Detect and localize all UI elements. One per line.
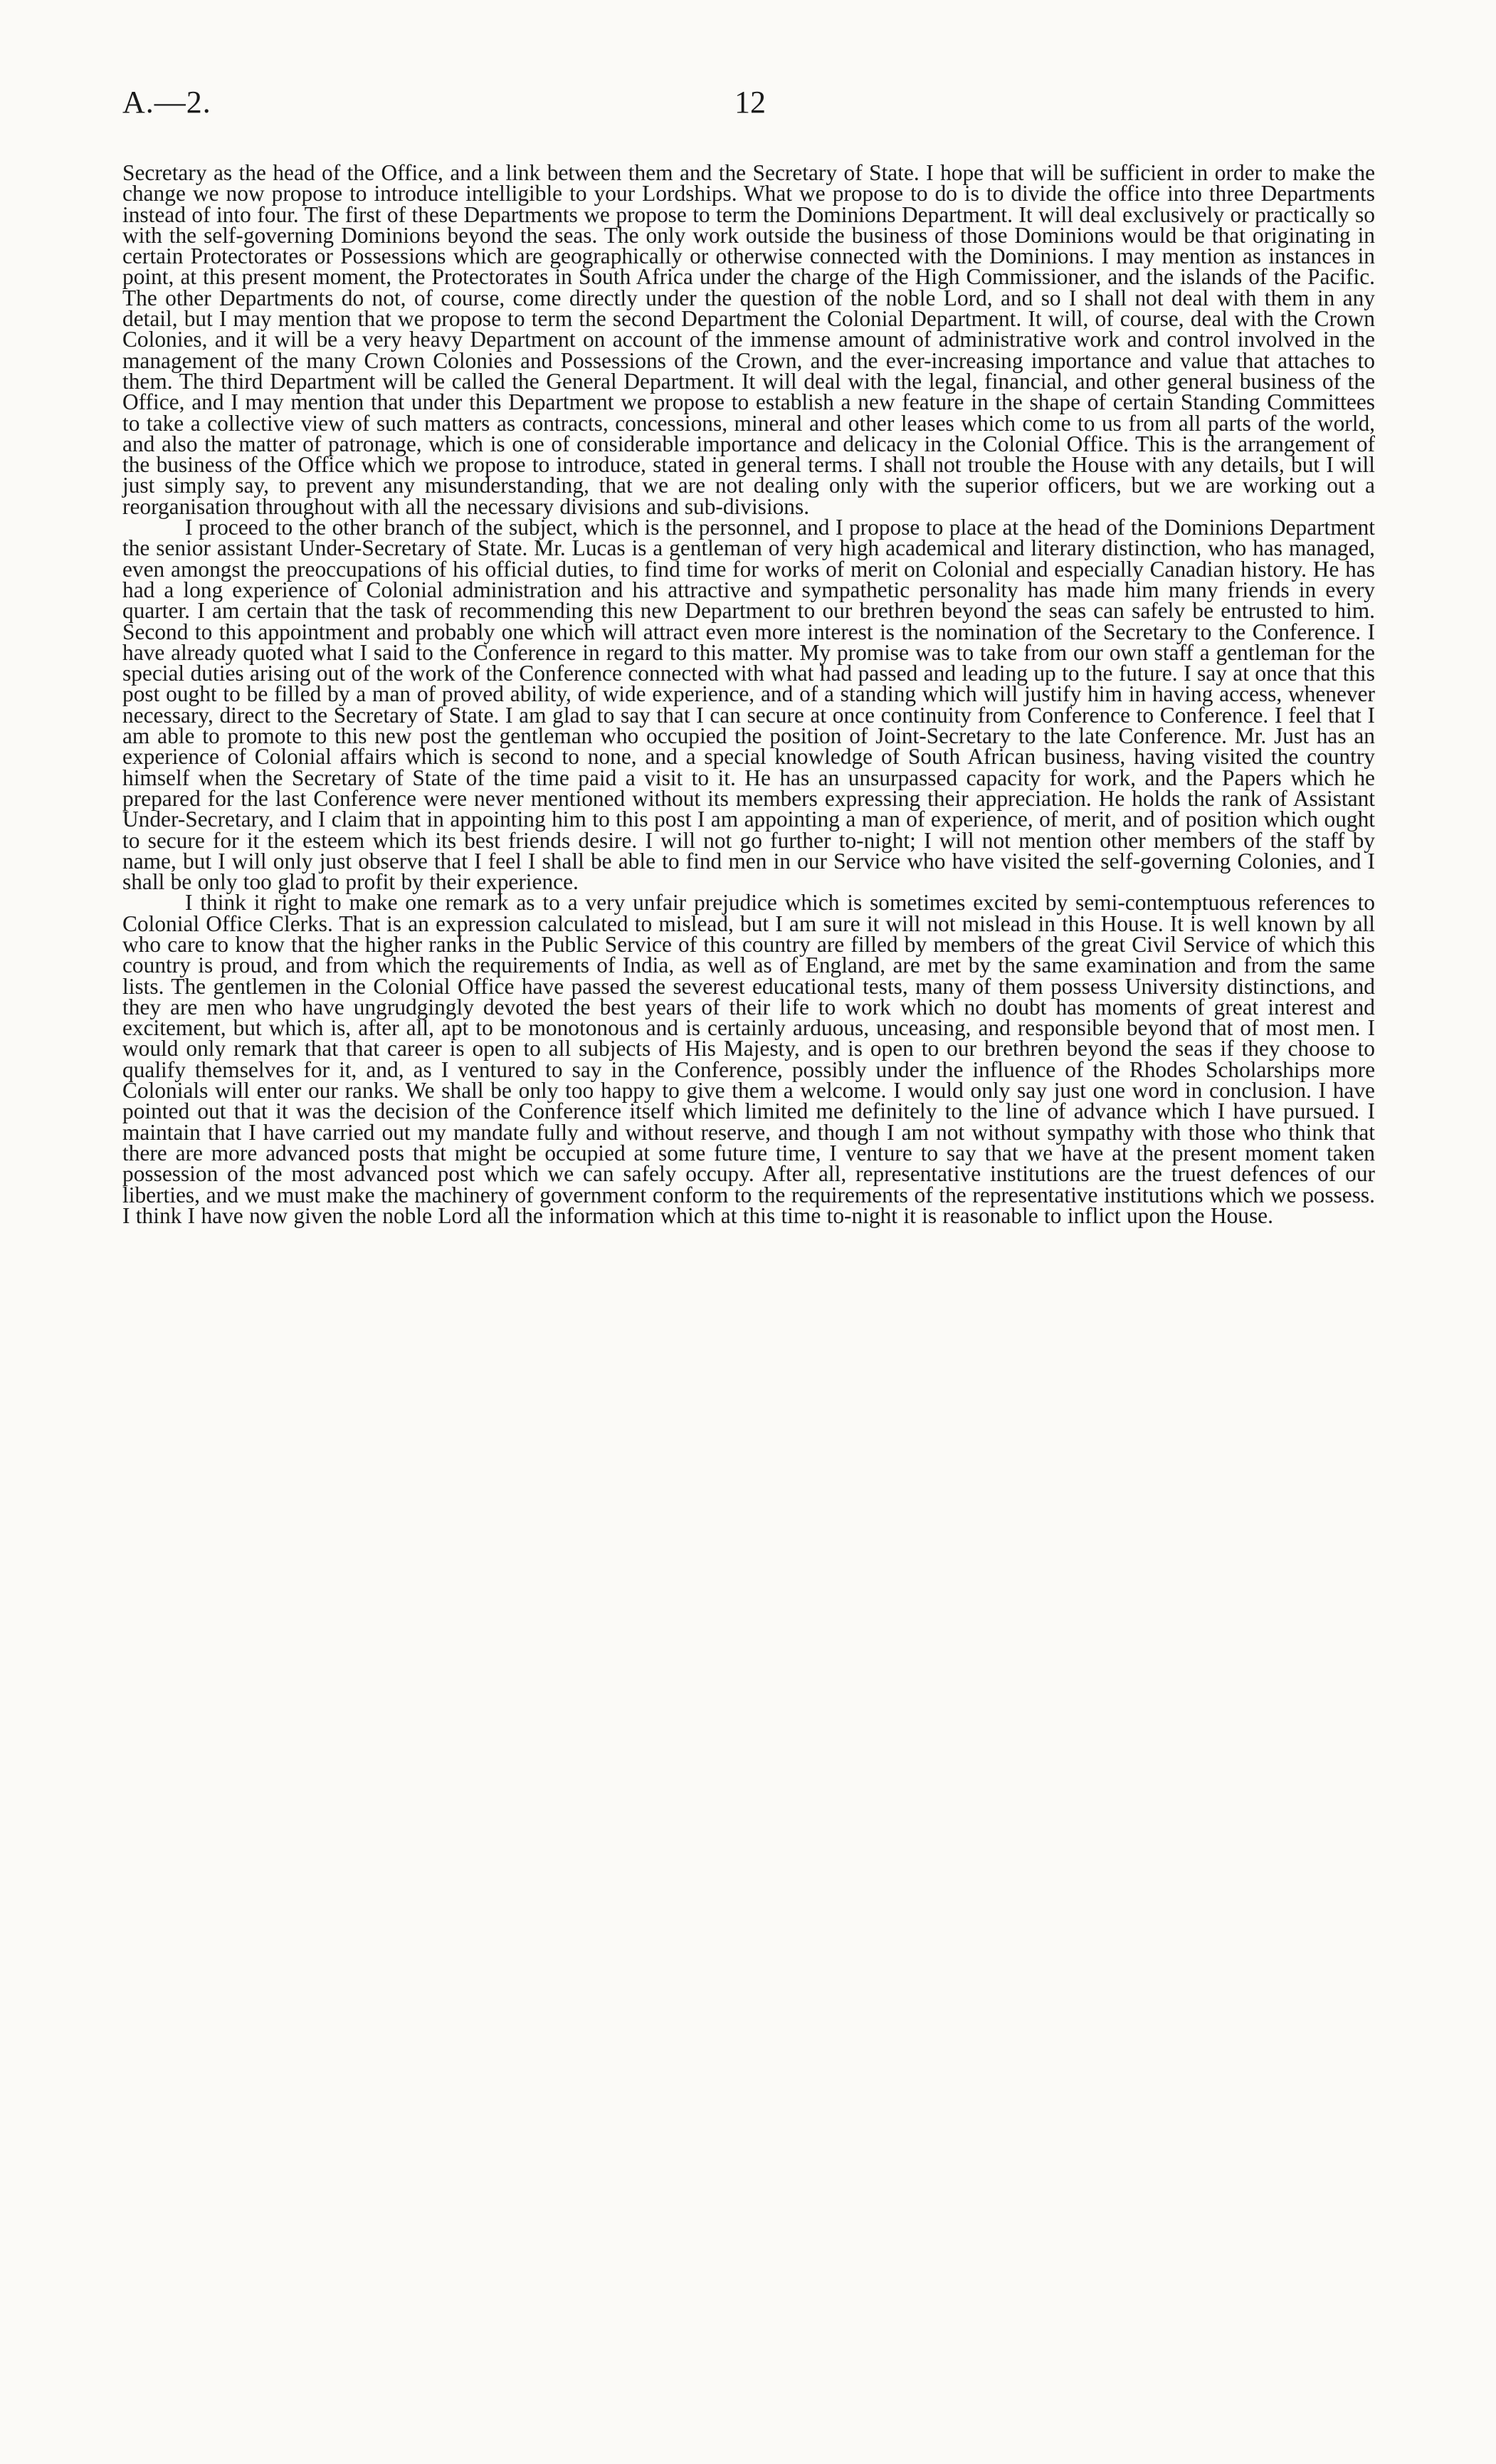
paragraph-3: I think it right to make one remark as to a very unfair prejudice which is sometimes excited by semi-contemptuous references to Colonial Office Clerks. That is an expression calculated to mislead, but I am sure it will not mislead in this House. It is well known by all who care to know that the higher ranks in the Public Service of this country are filled by members of the great Civil Service of which this country is proud, and from which the requirements of India, as well as of England, are met by the same examination and from the same lists. The gentlemen in the Colonial Office have passed the severest educational tests, many of them possess University distinctions, and they are men who have ungrudgingly devoted the best years of their life to work which no doubt has moments of great interest and excitement, but which is, after all, apt to be monotonous and is certainly arduous, unceasing, and responsible beyond that of most men. I would only remark that that career is open to all subjects of His Majesty, and is open to our brethren beyond the seas if they choose to qualify themselves for it, and, as I ventured to say in the Conference, possibly under the influence of the Rhodes Scholarships more Colonials will enter our ranks. We shall be only too happy to give them a welcome. I would only say just one word in conclusion. I have pointed out that it was the decision of the Conference itself which limited me definitely to the line of advance which I have pursued. I maintain that I have carried out my mandate fully and without reserve, and though I am not without sympathy with those who think that there are more advanced posts that might be occupied at some future time, I venture to say that we have at the present moment taken possession of the most advanced post which we can safely occupy. After all, representative institutions are the truest defences of our liberties, and we must make the machinery of government conform to the requirements of the representative institutions which we possess. I think I have now given the noble Lord all the information which at this time to-night it is reasonable to inflict upon the House. [122,890,1375,1228]
document-body [122,162,1375,1226]
paragraph-1: Secretary as the head of the Office, and a link between them and the Secretary of State. I hope that will be sufficient in order to make the change we now propose to introduce intelligible to your Lordships. What we propose to do is to divide the office into three Departments instead of into four. The first of these Departments we propose to term the Dominions Department. It will deal exclusively or practically so with the self-governing Dominions beyond the seas. The only work outside the business of those Dominions would be that originating in certain Protectorates or Possessions which are geographically or otherwise connected with the Dominions. I may mention as instances in point, at this present moment, the Protectorates in South Africa under the charge of the High Commissioner, and the islands of the Pacific. The other Departments do not, of course, come directly under the question of the noble Lord, and so I shall not deal with them in any detail, but I may mention that we propose to term the second Department the Colonial Department. It will, of course, deal with the Crown Colonies, and it will be a very heavy Department on account of the immense amount of administrative work and control involved in the management of the many Crown Colonies and Possessions of the Crown, and the ever-increasing importance and value that attaches to them. The third Department will be called the General Department. It will deal with the legal, financial, and other general business of the Office, and I may mention that under this Department we propose to establish a new feature in the shape of certain Standing Committees to take a collective view of such matters as contracts, concessions, mineral and other leases which come to us from all parts of the world, and also the matter of patronage, which is one of considerable importance and delicacy in the Colonial Office. This is the arrangement of the business of the Office which we propose to introduce, stated in general terms. I shall not trouble the House with any details, but I will just simply say, to prevent any misunderstanding, that we are not dealing only with the superior officers, but we are working out a reorganisation throughout with all the necessary divisions and sub-divisions. [122,160,1375,519]
paragraph-2: I proceed to the other branch of the subject, which is the personnel, and I propose to place at the head of the Dominions Department the senior assistant Under-Secretary of State. Mr. Lucas is a gentleman of very high academical and literary distinction, who has managed, even amongst the preoccupations of his official duties, to find time for works of merit on Colonial and especially Canadian history. He has had a long experience of Colonial administration and his attractive and sympathetic personality has made him many friends in every quarter. I am certain that the task of recommending this new Department to our brethren beyond the seas can safely be entrusted to him. Second to this appointment and probably one which will attract even more interest is the nomination of the Secretary to the Conference. I have already quoted what I said to the Conference in regard to this matter. My promise was to take from our own staff a gentleman for the special duties arising out of the work of the Conference connected with what had passed and leading up to the future. I say at once that this post ought to be filled by a man of proved ability, of wide experience, and of a standing which will justify him in having access, whenever necessary, direct to the Secretary of State. I am glad to say that I can secure at once continuity from Conference to Conference. I feel that I am able to promote to this new post the gentleman who occupied the position of Joint-Secretary to the late Conference. Mr. Just has an experience of Colonial affairs which is second to none, and a special knowledge of South African business, having visited the country himself when the Secretary of State of the time paid a visit to it. He has an unsurpassed capacity for work, and the Papers which he prepared for the last Conference were never mentioned without its members expressing their appreciation. He holds the rank of Assistant Under-Secretary, and I claim that in appointing him to this post I am appointing a man of experience, of merit, and of position which ought to secure for it the esteem which its best friends desire. I will not go further to-night; I will not mention other members of the staff by name, but I will only just observe that I feel I shall be able to find men in our Service who have visited the self-governing Colonies, and I shall be only too glad to profit by their experience. [122,515,1375,895]
page-header [122,84,1389,127]
page-number: 12 [734,85,766,120]
document-reference: A.—2. [122,85,211,120]
page-bottom-margin [0,2278,1496,2464]
